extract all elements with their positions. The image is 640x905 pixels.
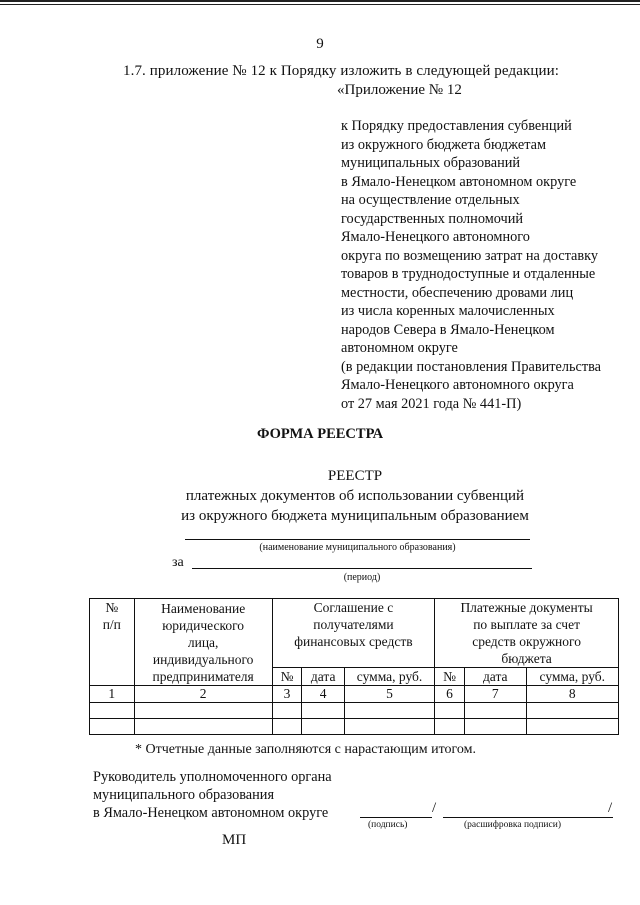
subheader-date: дата (302, 668, 344, 686)
appendix-line: муниципальных образований (341, 155, 521, 171)
appendix-line: из числа коренных малочисленных (341, 303, 555, 319)
header-entity: Наименование юридического лица, индивидуального предпринимателя (134, 599, 272, 686)
header-no: № п/п (90, 599, 135, 686)
subheader-sum: сумма, руб. (344, 668, 434, 686)
registry-heading (0, 466, 640, 526)
appendix-line: к Порядку предоставления субвенций (341, 118, 572, 134)
signature-underline (360, 817, 432, 818)
decode-caption: (расшифровка подписи) (464, 820, 561, 830)
appendix-line: округа по возмещению затрат на доставку (341, 247, 599, 264)
registry-title: РЕЕСТР (327, 468, 383, 484)
column-number: 8 (526, 686, 618, 703)
appendix-block (341, 117, 601, 413)
appendix-line: на осуществление отдельных (341, 192, 520, 208)
municipality-caption: (наименование муниципального образования) (259, 542, 456, 553)
appendix-label: «Приложение № 12 (337, 82, 462, 98)
signatory-block (93, 768, 332, 822)
registry-table (89, 598, 619, 735)
column-number: 6 (435, 686, 465, 703)
signatory-line: Руководитель уполномоченного органа (93, 769, 332, 785)
header-agreement: Соглашение с получателями финансовых средств (272, 599, 435, 668)
appendix-line: Ямало-Ненецкого автономного округа (341, 377, 574, 393)
appendix-line: государственных полномочий (341, 210, 524, 227)
appendix-line: в Ямало-Ненецком автономном округе (341, 173, 577, 190)
appendix-line: (в редакции постановления Правительства (341, 358, 602, 375)
decode-underline (443, 817, 613, 818)
intro-line: 1.7. приложение № 12 к Порядку изложить в следующей редакции: (123, 63, 559, 79)
signature-separator: / (432, 800, 437, 816)
subheader-no: № (272, 668, 302, 686)
column-number: 4 (302, 686, 344, 703)
appendix-line: от 27 мая 2021 года № 441-П) (341, 395, 522, 412)
registry-subtitle-1: платежных документов об использовании субвенций (185, 488, 525, 504)
signatory-line: в Ямало-Ненецком автономном округе (93, 805, 329, 821)
decode-separator: / (608, 800, 613, 816)
table-row (90, 719, 619, 735)
appendix-line: из окружного бюджета бюджетам (341, 136, 547, 153)
top-border (0, 0, 640, 7)
period-label: за (172, 555, 184, 570)
signatory-line: муниципального образования (93, 787, 275, 803)
column-number: 3 (272, 686, 302, 703)
registry-subtitle-2: из окружного бюджета муниципальным образованием (181, 508, 529, 524)
form-title: ФОРМА РЕЕСТРА (256, 426, 384, 442)
column-number: 2 (134, 686, 272, 703)
subheader-sum: сумма, руб. (526, 668, 618, 686)
appendix-line: товаров в труднодоступные и отдаленные (341, 266, 596, 282)
subheader-date: дата (464, 668, 526, 686)
column-number: 7 (464, 686, 526, 703)
column-number: 1 (90, 686, 135, 703)
footnote: * Отчетные данные заполняются с нарастающим итогом. (135, 742, 477, 757)
appendix-line: Ямало-Ненецкого автономного (341, 229, 530, 245)
header-payment-docs: Платежные документы по выплате за счет средств окружного бюджета (435, 599, 619, 668)
table-row (90, 703, 619, 719)
column-number: 5 (344, 686, 434, 703)
appendix-line: автономном округе (341, 340, 458, 356)
stamp-place: МП (222, 832, 247, 848)
period-caption: (период) (343, 572, 381, 583)
appendix-line: местности, обеспечению дровами лиц (341, 284, 574, 301)
subheader-no: № (435, 668, 465, 686)
page-number: 9 (316, 36, 324, 52)
signature-caption: (подпись) (368, 820, 408, 830)
period-underline (192, 568, 532, 569)
appendix-line: народов Севера в Ямало-Ненецком (341, 321, 555, 338)
municipality-underline (185, 539, 530, 540)
